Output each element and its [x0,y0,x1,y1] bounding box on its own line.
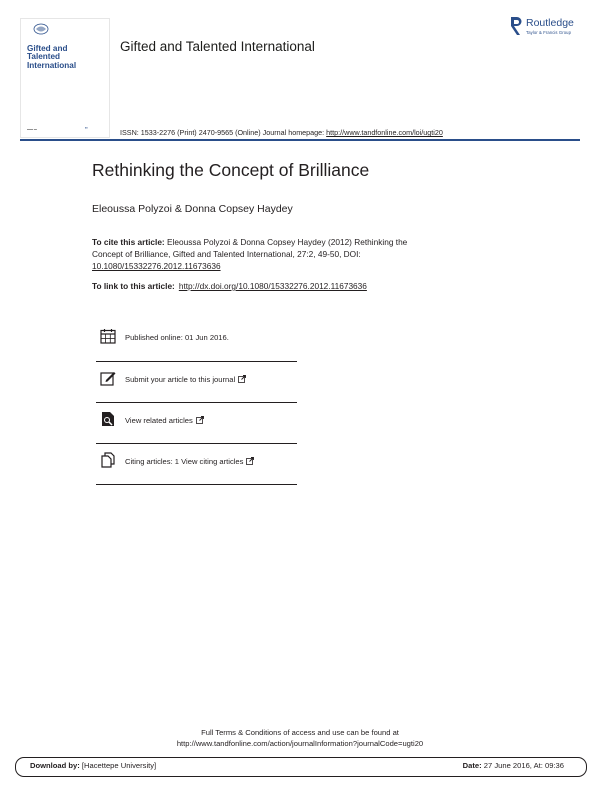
cite-text: Eleoussa Polyzoi & Donna Copsey Haydey (2012) Rethinking the Concept of Brilliance, Gifted and Talented International, 27:2, 49-50, DOI: [92,237,408,259]
journal-cover [20,18,110,138]
downloaded-by: Download by: [Hacettepe University] [30,761,157,770]
cite-label: To cite this article: [92,237,165,247]
crest-icon [33,23,49,35]
row-divider [96,443,297,444]
calendar-icon [100,328,116,344]
download-info-bar [15,757,587,777]
cover-publisher-mark: ▪▪ [85,125,88,130]
header-divider [20,139,580,141]
article-doi-link[interactable]: http://dx.doi.org/10.1080/15332276.2012.11673636 [178,281,367,291]
external-link-icon [196,416,204,424]
row-divider [96,484,297,485]
terms-note [0,727,600,749]
routledge-r-icon [510,16,522,36]
issn-line: ISSN: 1533-2276 (Print) 2470-9565 (Online) Journal homepage: http://www.tandfonline.com/loi/ugti20 [120,128,443,137]
journal-homepage-link[interactable]: http://www.tandfonline.com/loi/ugti20 [326,128,443,137]
citation-block [92,237,437,272]
external-link-icon [246,457,254,465]
related-articles-link[interactable]: View related articles [125,416,204,425]
link-label: To link to this article: [92,281,175,291]
submit-article-link[interactable]: Submit your article to this journal [125,375,246,384]
edit-icon [100,370,116,386]
published-online-text: Published online: 01 Jun 2016. [125,333,229,342]
citing-icon [100,452,116,468]
article-authors: Eleoussa Polyzoi & Donna Copsey Haydey [92,203,293,215]
published-online-row [96,326,297,366]
publisher-logo[interactable] [510,16,590,42]
external-link-icon [238,375,246,383]
cite-doi-link[interactable]: 10.1080/15332276.2012.11673636 [92,260,221,271]
terms-text: Full Terms & Conditions of access and use can be found at [201,728,399,737]
article-title: Rethinking the Concept of Brilliance [92,160,370,180]
publisher-name: Routledge [526,17,574,29]
row-divider [96,402,297,403]
article-link-block [92,281,367,291]
search-document-icon [100,411,116,427]
publisher-subtitle: Taylor & Francis Group [526,30,572,35]
row-divider [96,361,297,362]
cover-footer-mark: ▬▬ ▬ [27,127,37,131]
cover-title: Gifted and Talented International [27,44,77,70]
journal-title: Gifted and Talented International [120,39,315,54]
download-date: Date: 27 June 2016, At: 09:36 [462,761,564,770]
terms-url[interactable]: http://www.tandfonline.com/action/journalInformation?journalCode=ugti20 [176,739,424,748]
citing-articles-link[interactable]: Citing articles: 1 View citing articles [125,457,254,466]
